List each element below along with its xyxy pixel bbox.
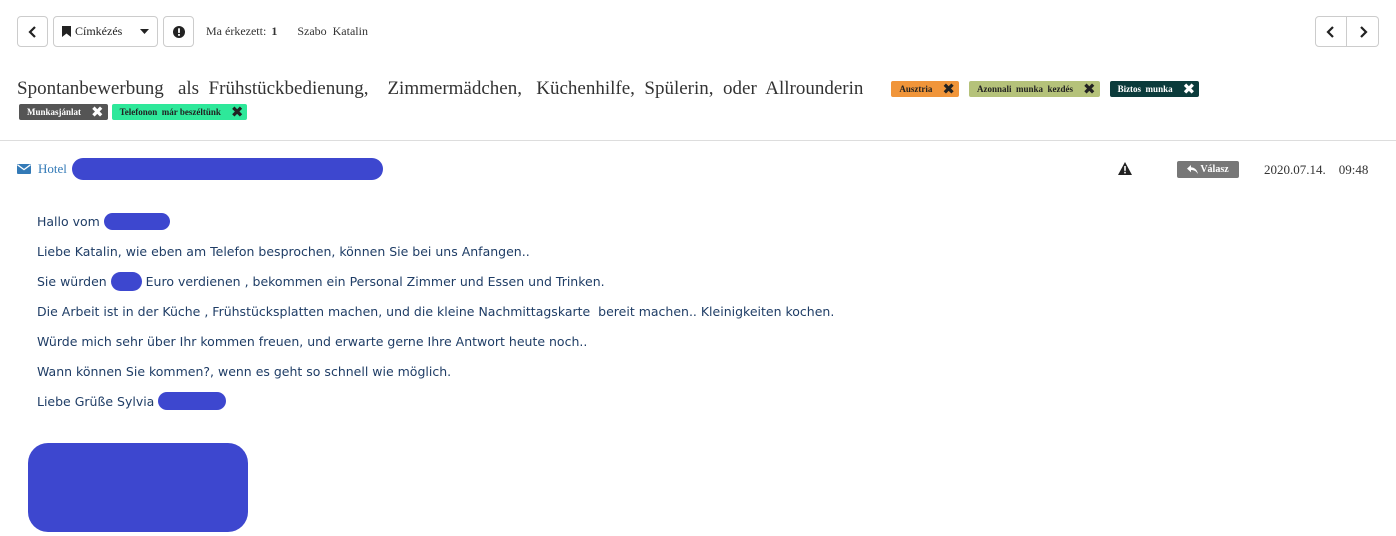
- email-body: [37, 206, 834, 416]
- body-text: Hallo vom: [37, 213, 104, 229]
- warning-icon[interactable]: [1118, 162, 1132, 175]
- label-text: Azonnali munka kezdés: [976, 84, 1073, 94]
- close-icon[interactable]: ✖: [1182, 80, 1196, 98]
- sender-prefix: Hotel: [38, 161, 67, 176]
- label-chip: [19, 104, 108, 120]
- email-header: [17, 157, 1377, 181]
- close-icon[interactable]: ✖: [230, 103, 244, 121]
- close-icon[interactable]: ✖: [1082, 80, 1096, 98]
- bookmark-icon: [62, 26, 71, 37]
- redacted-sender: [72, 158, 383, 180]
- redacted-text: [104, 213, 170, 230]
- reply-icon: [1187, 165, 1198, 174]
- reply-button[interactable]: [1177, 161, 1239, 178]
- chevron-left-icon: [28, 26, 38, 38]
- candidate-name: Szabo Katalin: [297, 24, 368, 38]
- chevron-left-icon: [1326, 26, 1336, 38]
- body-line: [37, 206, 834, 236]
- received-date: 2020.07.14. 09:48: [1264, 162, 1369, 177]
- body-text: Wann können Sie kommen?, wenn es geht so schnell wie möglich.: [37, 363, 452, 379]
- label-text: Biztos munka: [1117, 84, 1173, 94]
- body-text: Würde mich sehr über Ihr kommen freuen, und erwarte gerne Ihre Antwort heute noch..: [37, 333, 588, 349]
- caret-down-icon: [140, 29, 149, 35]
- divider: [0, 140, 1396, 141]
- previous-message-button[interactable]: [1315, 16, 1347, 47]
- close-icon[interactable]: ✖: [942, 80, 955, 98]
- body-text: Liebe Katalin, wie eben am Telefon besprochen, können Sie bei uns Anfangen..: [37, 243, 530, 259]
- label-row: [19, 104, 251, 120]
- received-label: Ma érkezett:: [206, 24, 267, 38]
- close-icon[interactable]: ✖: [91, 103, 104, 121]
- label-chip: [112, 104, 248, 120]
- chevron-right-icon: [1358, 26, 1368, 38]
- body-text: Euro verdienen , bekommen ein Personal Zimmer und Essen und Trinken.: [141, 273, 605, 289]
- body-text: Die Arbeit ist in der Küche , Frühstücksplatten machen, und die kleine Nachmittagskarte bereit machen.. Kleinigkeiten kochen.: [37, 303, 835, 319]
- redacted-text: [111, 272, 142, 291]
- body-line: [37, 356, 834, 386]
- email-subject: Spontanbewerbung als Frühstückbedienung, Zimmermädchen, Küchenhilfe, Spülerin, oder Allrounderin: [17, 78, 864, 99]
- next-message-button[interactable]: [1347, 16, 1379, 47]
- message-navigation: [1315, 16, 1379, 47]
- body-line: [37, 326, 834, 356]
- label-chip: [969, 81, 1100, 97]
- label-text: Munkasjánlat: [27, 107, 82, 117]
- envelope-icon: [17, 164, 31, 174]
- tagging-label: Címkézés: [75, 24, 123, 38]
- tagging-dropdown-button[interactable]: [53, 16, 158, 47]
- toolbar: [17, 16, 368, 47]
- redacted-signature: [28, 443, 248, 532]
- body-line: [37, 236, 834, 266]
- body-line: [37, 266, 834, 296]
- body-text: Sie würden: [37, 273, 111, 289]
- label-text: Telefonon már beszéltünk: [119, 107, 221, 117]
- label-chip: [891, 81, 959, 97]
- received-count: 1: [271, 24, 278, 38]
- redacted-text: [158, 392, 226, 410]
- back-button[interactable]: [17, 16, 48, 47]
- body-text: Liebe Grüße Sylvia: [37, 393, 159, 409]
- sender[interactable]: [17, 157, 1377, 181]
- reply-label: Válasz: [1200, 164, 1229, 175]
- subject-line: [17, 78, 1317, 100]
- label-text: Ausztria: [899, 84, 933, 94]
- received-today: [206, 24, 277, 39]
- label-chip: [1110, 81, 1200, 97]
- body-line: [37, 296, 834, 326]
- body-line: [37, 386, 834, 416]
- info-button[interactable]: [163, 16, 194, 47]
- exclamation-circle-icon: [173, 26, 185, 38]
